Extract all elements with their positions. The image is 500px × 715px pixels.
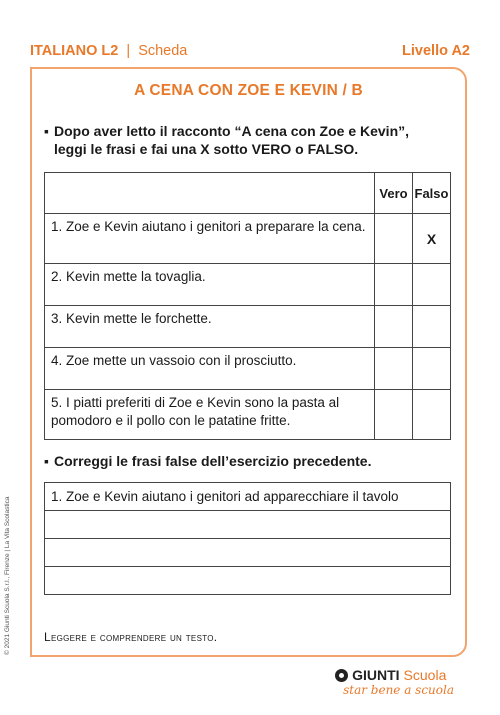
- table-row: [45, 511, 451, 539]
- statement-text: 2. Kevin mette la tovaglia.: [45, 264, 375, 306]
- table-row: [45, 483, 451, 511]
- brand-logo: [335, 667, 454, 683]
- subject-label: ITALIANO L2: [30, 43, 119, 59]
- table-header-row: [45, 173, 451, 214]
- table-row: [45, 264, 451, 306]
- vero-cell[interactable]: [375, 306, 413, 348]
- correction-line[interactable]: 1. Zoe e Kevin aiutano i genitori ad apparecchiare il tavolo: [45, 483, 451, 511]
- correction-line[interactable]: [45, 539, 451, 567]
- header-separator: |: [126, 43, 131, 59]
- statement-header: [45, 173, 375, 214]
- falso-header: Falso: [413, 173, 451, 214]
- falso-cell[interactable]: [413, 390, 451, 440]
- falso-cell[interactable]: [413, 264, 451, 306]
- statement-text: 5. I piatti preferiti di Zoe e Kevin sono la pasta al pomodoro e il pollo con le patatine fritte.: [45, 390, 375, 440]
- giunti-logo-icon: [335, 669, 348, 682]
- exercise1-line1: Dopo aver letto il racconto “A cena con Zoe e Kevin”,: [54, 123, 410, 139]
- correction-line[interactable]: [45, 511, 451, 539]
- worksheet-label: Scheda: [138, 43, 188, 59]
- worksheet-title: A CENA CON ZOE E KEVIN / B: [134, 82, 363, 99]
- table-row: [45, 390, 451, 440]
- table-row: [45, 214, 451, 264]
- falso-cell[interactable]: X: [413, 214, 451, 264]
- vero-header: Vero: [375, 173, 413, 214]
- statement-text: 1. Zoe e Kevin aiutano i genitori a preparare la cena.: [45, 214, 375, 264]
- brand-name-part2: Scuola: [403, 667, 447, 683]
- falso-cell[interactable]: [413, 306, 451, 348]
- vero-cell[interactable]: [375, 264, 413, 306]
- table-row: [45, 348, 451, 390]
- statement-text: 3. Kevin mette le forchette.: [45, 306, 375, 348]
- table-row: [45, 306, 451, 348]
- copyright-text: © 2021 Giunti Scuola S.r.l., Firenze | La Vita Scolastica: [4, 496, 11, 655]
- exercise2-instruction: [44, 452, 371, 470]
- true-false-table: [44, 172, 451, 440]
- bullet-icon: ▪: [44, 453, 49, 469]
- table-row: [45, 539, 451, 567]
- exercise1-line2: leggi le frasi e fai una X sotto VERO o FALSO.: [54, 141, 359, 157]
- correction-table: [44, 482, 451, 595]
- header-left: [30, 43, 187, 59]
- vero-cell[interactable]: [375, 214, 413, 264]
- exercise2-text: Correggi le frasi false dell’esercizio precedente.: [54, 453, 372, 469]
- level-label: Livello A2: [402, 43, 470, 59]
- brand-name-part1: GIUNTI: [352, 667, 400, 683]
- page-header: [30, 40, 470, 62]
- skill-note: Leggere e comprendere un testo.: [44, 630, 218, 644]
- exercise1-instruction: [44, 122, 409, 158]
- brand-tagline: star bene a scuola: [343, 683, 454, 697]
- vero-cell[interactable]: [375, 390, 413, 440]
- correction-line[interactable]: [45, 567, 451, 595]
- statement-text: 4. Zoe mette un vassoio con il prosciutto.: [45, 348, 375, 390]
- vero-cell[interactable]: [375, 348, 413, 390]
- table-row: [45, 567, 451, 595]
- bullet-icon: ▪: [44, 123, 49, 139]
- falso-cell[interactable]: [413, 348, 451, 390]
- publisher-brand: [335, 667, 454, 697]
